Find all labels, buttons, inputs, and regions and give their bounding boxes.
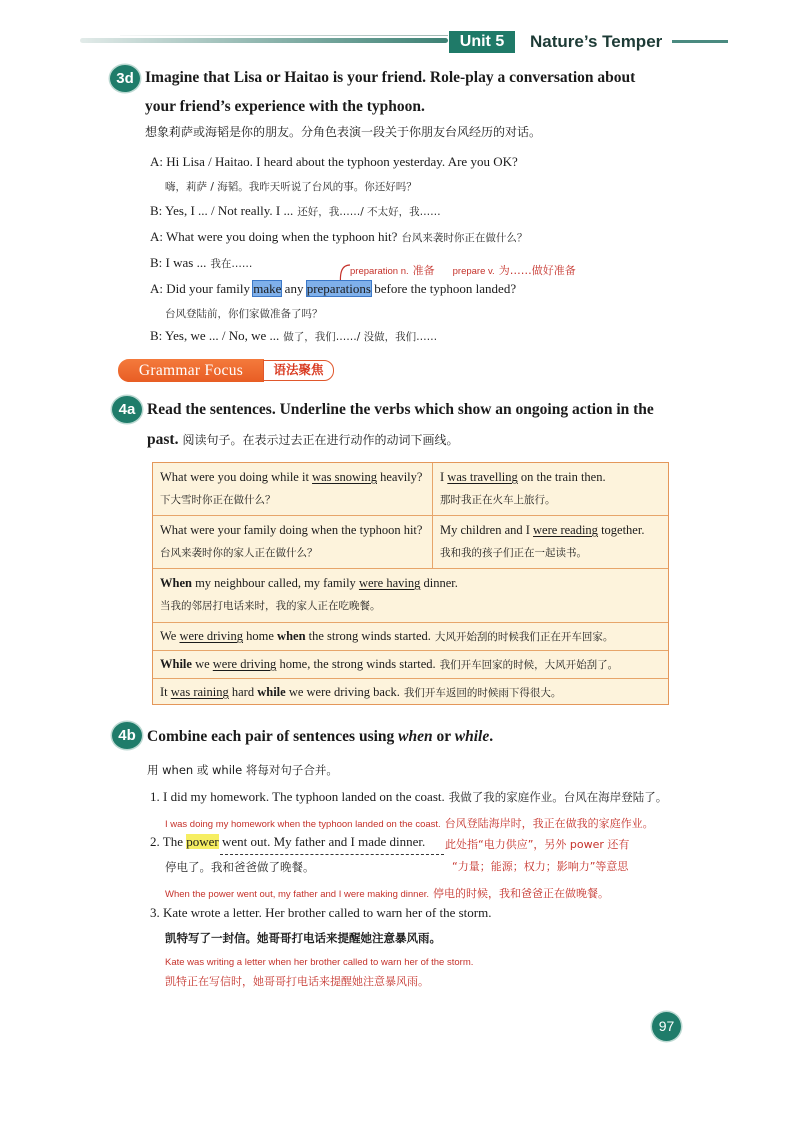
answer-english: Kate was writing a letter when her brother called to warn her of the storm. [165,957,474,968]
cell-text: the strong winds started. [305,629,431,643]
cell-english [160,469,432,486]
section-4a-title-line1: Read the sentences. Underline the verbs which show an ongoing action in the [147,401,654,418]
cell-english [160,575,668,592]
cell-chinese: 台风来袭时你的家人正在做什么？ [160,547,318,559]
unit-label: Unit 5 [449,31,515,53]
vocab-word1-zh: 准备 [412,264,435,277]
exercise-item-1 [150,788,667,806]
section-4b-title-text: Combine each pair of sentences using [147,728,399,745]
exercise-item-3 [150,904,491,922]
section-4a-title-line2 [147,429,458,451]
table-cell [153,679,668,703]
table-cell [153,651,668,678]
cell-text: What were your family doing when the typhoon hit? [160,523,423,537]
table-cell [153,463,433,515]
item-text: went out. My father and I made dinner. [218,834,426,849]
item-number: 1. [150,789,163,804]
cell-text: home [243,629,278,643]
item-text: Kate wrote a letter. Her brother called to warn her of the storm. [163,905,492,920]
vocab-annotation [350,261,576,280]
dialogue-line-b2 [150,254,252,272]
unit-title: Nature’s Temper [530,32,663,51]
cell-english [160,522,432,539]
table-row [153,651,668,679]
section-4b-title [147,726,493,748]
item-number: 2. [150,834,163,849]
dialogue-b3-translation: 做了，我们……/ 没做，我们…… [283,331,438,343]
item-number: 3. [150,905,163,920]
answer-chinese: 凯特正在写信时，她哥哥打电话来提醒她注意暴风雨。 [165,975,429,988]
underlined-verb: were reading [533,523,598,537]
highlighted-word-make: make [253,281,282,296]
cell-text: dinner. [420,576,458,590]
table-cell [153,569,668,622]
cell-text: my neighbour called, my family [191,576,359,590]
cell-chinese: 大风开始刮的时候我们正在开车回家。 [434,631,614,643]
annotation-note-line1: 此处指“电力供应”，另外 power 还有 [445,838,630,851]
table-row [153,679,668,703]
header-rule-right [672,40,728,43]
section-4a-title-past: past. [147,431,179,448]
cell-chinese: 下大雪时你正在做什么？ [160,494,276,506]
table-cell [153,516,433,568]
item-text: I did my homework. The typhoon landed on the coast. [163,789,445,804]
dialogue-a2-translation: 台风来袭时你正在做什么？ [401,232,528,244]
bold-conjunction: while [257,685,286,699]
cell-english [440,469,667,486]
underlined-verb: were having [358,576,421,590]
grammar-focus-label-zh: 语法聚焦 [263,360,334,381]
exercise-item-2 [150,833,425,851]
cell-text: What were you doing while it [160,470,313,484]
bold-conjunction: While [160,657,192,671]
section-4b-title-zh: 用 when 或 while 将每对句子合并。 [147,763,338,777]
table-row [153,569,668,623]
cell-chinese: 那时我正在火车上旅行。 [440,494,556,506]
header-rule-left [80,38,448,43]
bold-conjunction: when [277,629,306,643]
dialogue-line-a3-translation: 台风登陆前，你们家做准备了吗？ [165,308,323,320]
table-cell [433,516,667,568]
underlined-verb: was travelling [447,470,518,484]
underlined-verb: were driving [179,629,244,643]
header-rule-thin [120,35,448,36]
cell-text: we were driving back. [285,685,400,699]
cell-chinese: 我们开车返回的时候雨下得很大。 [403,687,562,699]
dialogue-a3-middle: any [281,281,307,296]
answer-english: I was doing my homework when the typhoon landed on the coast. [165,819,441,830]
cell-chinese: 我们开车回家的时候，大风开始刮了。 [439,659,619,671]
dialogue-a3-after: before the typhoon landed? [370,281,517,296]
underlined-verb: was raining [170,685,229,699]
section-3d-title-line2: your friend’s experience with the typhoon. [145,98,425,115]
cell-text: It [160,685,171,699]
annotation-dashed-line [220,853,444,855]
answer-english: When the power went out, my father and I were making dinner. [165,889,430,900]
section-4b-title-end: . [489,728,494,745]
cell-chinese: 我和我的孩子们正在一起读书。 [440,547,587,559]
cell-text: home, the strong winds started. [276,657,436,671]
vocab-word2-en: prepare v. [452,266,495,277]
section-3d-title-line1: Imagine that Lisa or Haitao is your friend. Role-play a conversation about [145,69,636,86]
dialogue-b1-translation: 还好，我……/ 不太好，我…… [297,206,441,218]
cell-text: on the train then. [517,470,606,484]
cell-text: we [191,657,213,671]
table-cell [153,623,668,650]
underlined-verb: was snowing [312,470,377,484]
table-row [153,463,668,516]
dialogue-a3-before: A: Did your family [150,281,254,296]
keyword-while: while [454,728,490,745]
table-row [153,516,668,569]
answer-chinese: 停电的时候，我和爸爸正在做晚餐。 [433,887,610,900]
item-translation: 停电了。我和爸爸做了晚餐。 [165,860,315,874]
cell-text: My children and I [440,523,534,537]
cell-text: heavily? [376,470,423,484]
item-2-answer [165,884,609,903]
dialogue-b2-translation: 我在…… [210,258,253,270]
dialogue-line-a2 [150,228,527,246]
item-translation: 我做了我的家庭作业。台风在海岸登陆了。 [448,790,668,804]
dialogue-b3-text: B: Yes, we ... / No, we ... [150,328,280,343]
section-3d-title-zh: 想象莉萨或海韬是你的朋友。分角色表演一段关于你朋友台风经历的对话。 [145,125,542,139]
dialogue-line-a3 [150,280,516,298]
section-badge-3d: 3d [110,65,140,92]
highlighted-word-power: power [186,834,219,849]
item-1-answer [165,814,654,833]
annotation-note-line2: “力量；能源；权力；影响力”等意思 [452,860,629,873]
keyword-when: when [398,728,433,745]
cell-text: We [160,629,180,643]
answer-chinese: 台风登陆海岸时，我正在做我的家庭作业。 [444,817,654,830]
cell-english [440,522,667,539]
grammar-table [152,462,669,705]
table-row [153,623,668,651]
dialogue-b2-text: B: I was ... [150,255,207,270]
section-4a-title-zh: 阅读句子。在表示过去正在进行动作的动词下画线。 [182,433,459,447]
section-badge-4b: 4b [112,722,142,749]
item-translation: 凯特写了一封信。她哥哥打电话来提醒她注意暴风雨。 [165,931,441,945]
vocab-word2-zh: 为……做好准备 [498,264,576,277]
cell-text: together. [597,523,645,537]
section-4b-title-or: or [432,728,455,745]
cell-text: hard [228,685,258,699]
vocab-word1-en: preparation n. [350,266,409,277]
page-number: 97 [652,1012,681,1041]
dialogue-line-b1 [150,202,441,220]
table-cell [433,463,667,515]
underlined-verb: were driving [212,657,277,671]
highlighted-word-preparations: preparations [306,281,371,296]
bold-conjunction: When [160,576,192,590]
dialogue-b1-text: B: Yes, I ... / Not really. I ... [150,203,294,218]
dialogue-line-b3 [150,327,437,345]
cell-text: I [440,470,448,484]
grammar-focus-label: Grammar Focus [118,359,264,382]
section-badge-4a: 4a [112,396,142,423]
dialogue-line-a1-translation: 嗨，莉萨 / 海韬。我昨天听说了台风的事。你还好吗？ [165,181,417,193]
item-text: The [162,834,187,849]
dialogue-line-a1: A: Hi Lisa / Haitao. I heard about the typhoon yesterday. Are you OK? [150,154,518,169]
dialogue-a2-text: A: What were you doing when the typhoon hit? [150,229,398,244]
cell-chinese: 当我的邻居打电话来时，我的家人正在吃晚餐。 [160,600,381,612]
